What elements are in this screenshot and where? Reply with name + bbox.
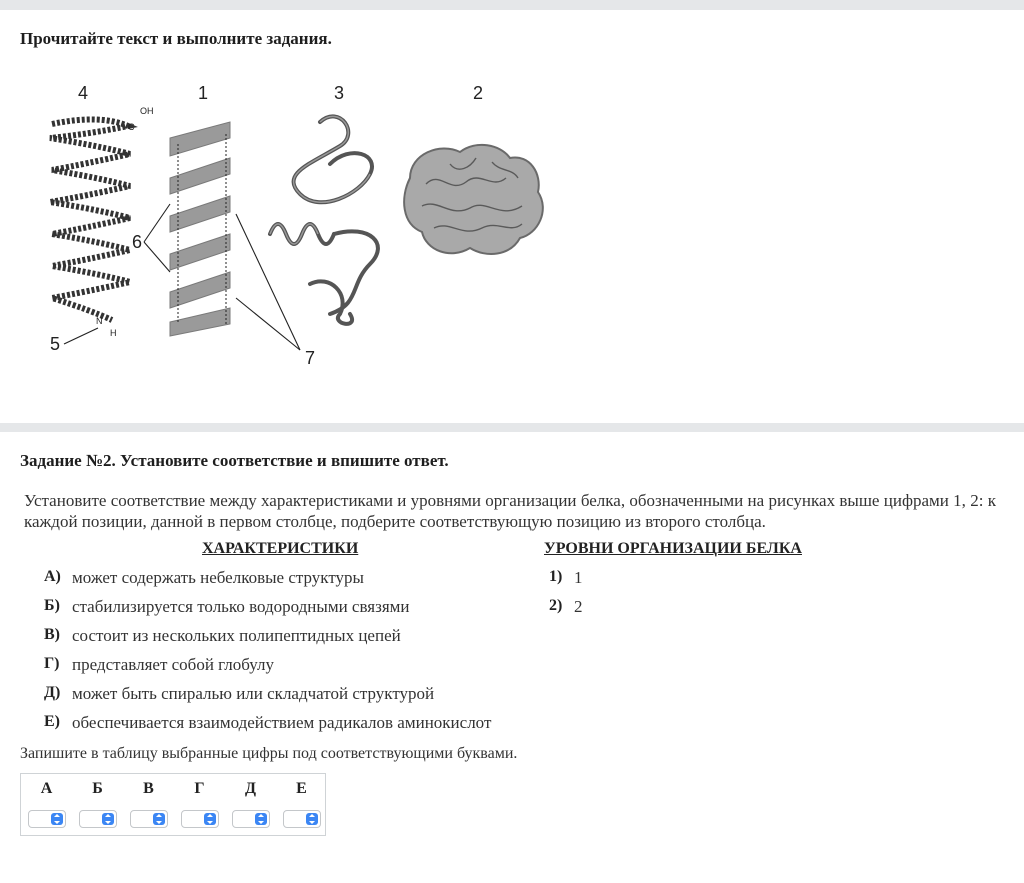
chem-label-c: C (128, 122, 135, 132)
select-arrows-icon (306, 813, 318, 825)
answer-header-a: А (40, 780, 53, 797)
section-divider (0, 423, 1024, 432)
figure-label-2: 2 (473, 83, 484, 103)
levels-header: УРОВНИ ОРГАНИЗАЦИИ БЕЛКА (544, 540, 802, 557)
select-arrows-icon (255, 813, 267, 825)
answer-select-a[interactable] (28, 810, 66, 828)
characteristics-header: ХАРАКТЕРИСТИКИ (202, 540, 359, 557)
answer-header-b: Б (92, 780, 103, 797)
pointer-line-6b (144, 242, 170, 272)
answer-instruction: Запишите в таблицу выбранные цифры под соответствующими буквами. (20, 745, 518, 762)
level-number: 2) (549, 597, 563, 614)
tertiary-structure (270, 116, 378, 323)
answer-header-v: В (143, 780, 154, 797)
chem-label-n: N (96, 316, 103, 326)
figure-label-3: 3 (334, 83, 345, 103)
characteristic-text: обеспечивается взаимодействием радикалов аминокислот (72, 713, 492, 732)
select-arrows-icon (51, 813, 63, 825)
pointer-line-7a (236, 214, 300, 350)
characteristic-letter: Г) (44, 655, 60, 672)
figure-label-7: 7 (305, 348, 316, 368)
pointer-line-7b (236, 298, 300, 350)
characteristic-text: может содержать небелковые структуры (72, 568, 364, 587)
answer-select-v[interactable] (130, 810, 168, 828)
characteristic-letter: Б) (44, 597, 60, 614)
chem-label-oh: OH (140, 106, 154, 116)
characteristic-text: может быть спиралью или складчатой структурой (72, 684, 435, 703)
figure-label-5: 5 (50, 334, 61, 354)
answer-select-b[interactable] (79, 810, 117, 828)
figure-label-1: 1 (198, 83, 209, 103)
characteristic-letter: В) (44, 626, 60, 643)
answer-select-e[interactable] (283, 810, 321, 828)
select-arrows-icon (204, 813, 216, 825)
tertiary-structure-outline (270, 116, 370, 244)
level-text: 2 (574, 597, 583, 616)
characteristic-text: состоит из нескольких полипептидных цепей (72, 626, 401, 645)
answer-header-g: Г (194, 780, 205, 797)
protein-structure-figure (30, 74, 560, 374)
level-text: 1 (574, 568, 583, 587)
characteristic-letter: Е) (44, 713, 60, 730)
characteristic-letter: А) (44, 568, 61, 585)
answer-table (20, 773, 326, 836)
answer-header-e: Е (296, 780, 307, 797)
alpha-helix (170, 122, 230, 336)
chem-label-h: H (110, 328, 117, 338)
characteristic-text: стабилизируется только водородными связями (72, 597, 410, 616)
select-arrows-icon (102, 813, 114, 825)
answer-header-d: Д (244, 780, 256, 797)
figure-label-6: 6 (132, 232, 143, 252)
top-band (0, 0, 1024, 10)
pointer-line-6a (144, 204, 170, 242)
figure-label-4: 4 (78, 83, 89, 103)
select-arrows-icon (153, 813, 165, 825)
task-intro: Установите соответствие между характеристиками и уровнями организации белка, обозначенными на рисунках выше цифрами 1, 2: к каждой позиции, данной в первом столбце, подберите соответствующую позицию из второго столбца. (24, 491, 996, 531)
characteristic-text: представляет собой глобулу (72, 655, 274, 674)
task-title: Задание №2. Установите соответствие и впишите ответ. (20, 451, 449, 470)
page-title: Прочитайте текст и выполните задания. (20, 29, 332, 48)
characteristic-letter: Д) (44, 684, 61, 701)
pointer-line-5 (64, 328, 98, 344)
answer-select-g[interactable] (181, 810, 219, 828)
answer-select-d[interactable] (232, 810, 270, 828)
primary-structure-chain (50, 119, 130, 320)
level-number: 1) (549, 568, 563, 585)
